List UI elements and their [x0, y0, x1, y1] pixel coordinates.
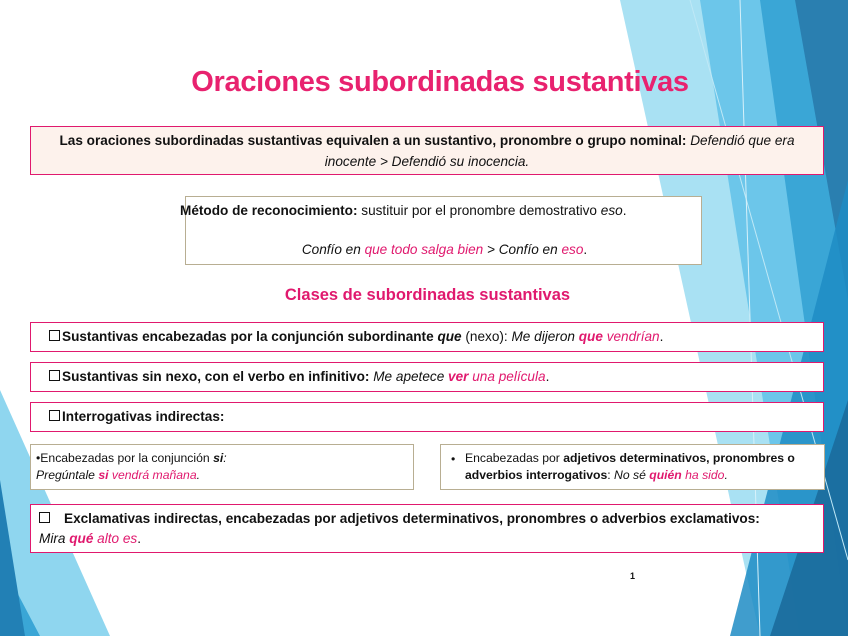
left-box-example-si: si: [98, 468, 109, 482]
left-box-example-part: Pregúntale: [36, 468, 95, 482]
exclamative-text: , encabezadas por adjetivos determinativos, pronombres o adverbios exclamativos:: [218, 511, 760, 526]
method-example-clause: que todo salga bien: [364, 242, 484, 257]
sub-type-que: [30, 322, 824, 352]
right-box-example-quien: quién: [649, 468, 682, 482]
method-example-part: Confío en: [301, 242, 361, 257]
sub1-example-verb: vendrían: [606, 329, 660, 344]
checkbox-bullet-icon: [49, 370, 60, 381]
method-example-eso: eso: [561, 242, 584, 257]
right-box-period: .: [724, 468, 728, 482]
right-box-text: [465, 450, 815, 484]
exclamative-box: [30, 504, 824, 553]
sub1-example-que: que: [578, 329, 603, 344]
method-pronoun: eso: [600, 203, 623, 218]
intro-text: Las oraciones subordinadas sustantivas equivalen a un sustantivo, pronombre o grupo nominal:: [59, 133, 687, 148]
intro-example: Defendió que era inocente > Defendió su inocencia.: [324, 133, 795, 169]
interrogative-words-box: [440, 444, 825, 490]
left-box-period: .: [196, 468, 200, 482]
left-box-example: [36, 467, 413, 484]
sub-type-infinitive: [30, 362, 824, 392]
right-box-example-verb: ha sido: [685, 468, 725, 482]
sub3-heading: Interrogativas indirectas:: [62, 409, 225, 424]
exclamative-example-que: qué: [69, 531, 94, 546]
method-example: [186, 242, 703, 257]
sub1-example-part: Me dijeron: [511, 329, 575, 344]
sub1-period: .: [659, 329, 664, 344]
left-box-si: si: [213, 451, 224, 465]
sub2-example-object: una película: [472, 369, 546, 384]
right-box-intro: Encabezadas por: [465, 451, 560, 465]
right-box-example-part: No sé: [614, 468, 646, 482]
left-box-colon: :: [223, 451, 227, 465]
sub2-example-verb: ver: [448, 369, 469, 384]
page-title: Oraciones subordinadas sustantivas: [191, 66, 689, 98]
interrogative-si-box: [30, 444, 414, 490]
exclamative-period: .: [137, 531, 142, 546]
sub-type-interrogative: [30, 402, 824, 432]
section-subtitle: Clases de subordinadas sustantivas: [284, 286, 571, 304]
sub1-heading: Sustantivas encabezadas por la conjunción subordinante: [62, 329, 434, 344]
method-example-period: .: [583, 242, 588, 257]
exclamative-example-part: Mira: [39, 531, 66, 546]
sub2-example-part: Me apetece: [373, 369, 445, 384]
exclamative-example: [39, 529, 823, 549]
checkbox-bullet-icon: [49, 410, 60, 421]
checkbox-bullet-icon: [39, 512, 50, 523]
exclamative-heading-line: [39, 509, 823, 529]
checkbox-bullet-icon: [49, 330, 60, 341]
method-box: [180, 196, 702, 265]
left-box-line1: [36, 450, 413, 467]
sub1-nexus: que: [437, 329, 462, 344]
method-example-part: > Confío en: [487, 242, 558, 257]
intro-box: [30, 126, 824, 175]
left-box-example-clause: vendrá mañana: [111, 468, 197, 482]
sub2-heading: Sustantivas sin nexo, con el verbo en infinitivo:: [62, 369, 370, 384]
method-label: Método de reconocimiento:: [180, 203, 358, 218]
sub2-period: .: [545, 369, 550, 384]
right-box-colon: :: [607, 468, 611, 482]
method-line: [180, 203, 626, 218]
sub1-nexo-label: (nexo):: [465, 329, 508, 344]
page-number: 1: [630, 571, 636, 581]
method-period: .: [622, 203, 627, 218]
left-box-text: Encabezadas por la conjunción: [40, 451, 210, 465]
bullet: •: [36, 451, 41, 465]
exclamative-heading: Exclamativas indirectas: [64, 511, 219, 526]
method-text: sustituir por el pronombre demostrativo: [361, 203, 597, 218]
bullet: •: [451, 452, 456, 466]
exclamative-example-clause: alto es: [97, 531, 138, 546]
right-box-bold: adjetivos determinativos, pronombres o adverbios interrogativos: [465, 451, 795, 482]
